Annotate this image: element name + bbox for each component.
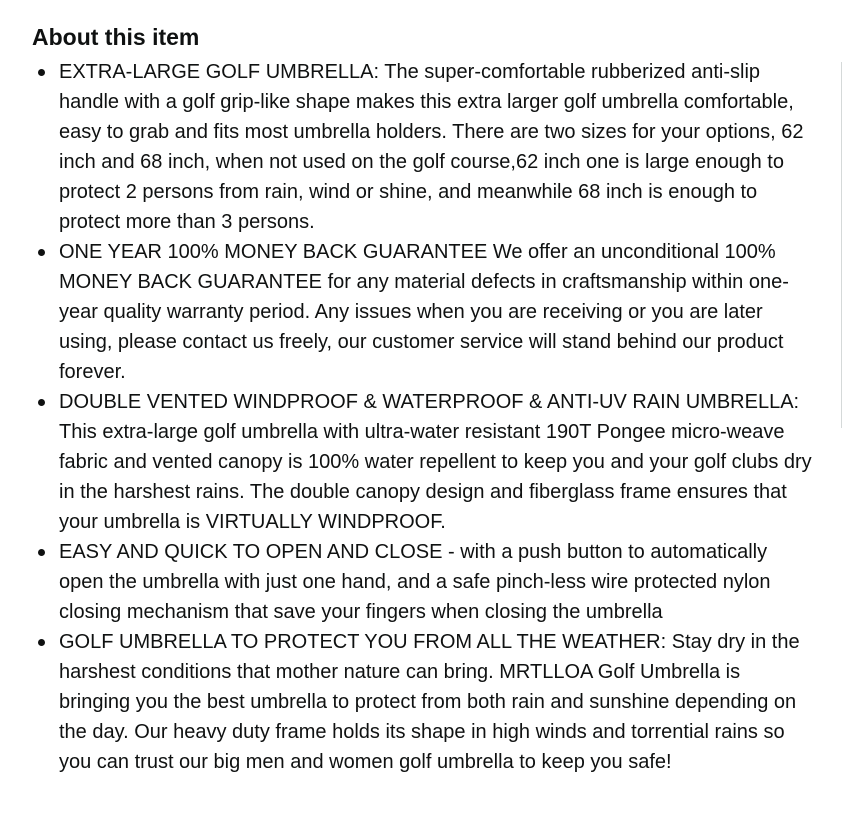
bullet-dot-icon — [38, 399, 45, 406]
bullet-dot-icon — [38, 249, 45, 256]
bullet-dot-icon — [38, 639, 45, 646]
feature-bullet — [32, 537, 812, 627]
feature-bullet — [32, 237, 812, 387]
feature-bullet — [32, 387, 812, 537]
feature-bullet-text: ONE YEAR 100% MONEY BACK GUARANTEE We offer an unconditional 100% MONEY BACK GUARANTEE for any material defects in craftsmanship within one-year quality warranty period. Any issues when you are receiving or you are later using, please contact us freely, our customer service will stand behind our product forever. — [59, 241, 789, 383]
feature-bullet-text: EASY AND QUICK TO OPEN AND CLOSE - with a push button to automatically open the umbrella with just one hand, and a safe pinch-less wire protected nylon closing mechanism that save your fingers when closing the umbrella — [59, 541, 771, 623]
section-heading: About this item — [32, 24, 200, 50]
feature-bullet — [32, 57, 812, 237]
bullet-dot-icon — [38, 549, 45, 556]
feature-bullet-list — [32, 57, 812, 777]
feature-bullet-text: GOLF UMBRELLA TO PROTECT YOU FROM ALL THE WEATHER: Stay dry in the harshest conditions that mother nature can bring. MRTLLOA Golf Umbrella is bringing you the best umbrella to protect from both rain and sunshine depending on the day. Our heavy duty frame holds its shape in high winds and torrential rains so you can trust our big men and women golf umbrella to keep you safe! — [59, 631, 800, 773]
bullet-dot-icon — [38, 69, 45, 76]
feature-bullet — [32, 627, 812, 777]
feature-bullet-text: DOUBLE VENTED WINDPROOF & WATERPROOF & ANTI-UV RAIN UMBRELLA: This extra-large golf umbrella with ultra-water resistant 190T Pongee micro-weave fabric and vented canopy is 100% water repellent to keep you and your golf clubs dry in the harshest rains. The double canopy design and fiberglass frame ensures that your umbrella is VIRTUALLY WINDPROOF. — [59, 391, 812, 533]
feature-bullet-text: EXTRA-LARGE GOLF UMBRELLA: The super-comfortable rubberized anti-slip handle with a golf grip-like shape makes this extra larger golf umbrella comfortable, easy to grab and fits most umbrella holders. There are two sizes for your options, 62 inch and 68 inch, when not used on the golf course,62 inch one is large enough to protect 2 persons from rain, wind or shine, and meanwhile 68 inch is enough to protect more than 3 persons. — [59, 61, 804, 233]
about-this-item-section — [32, 20, 812, 777]
